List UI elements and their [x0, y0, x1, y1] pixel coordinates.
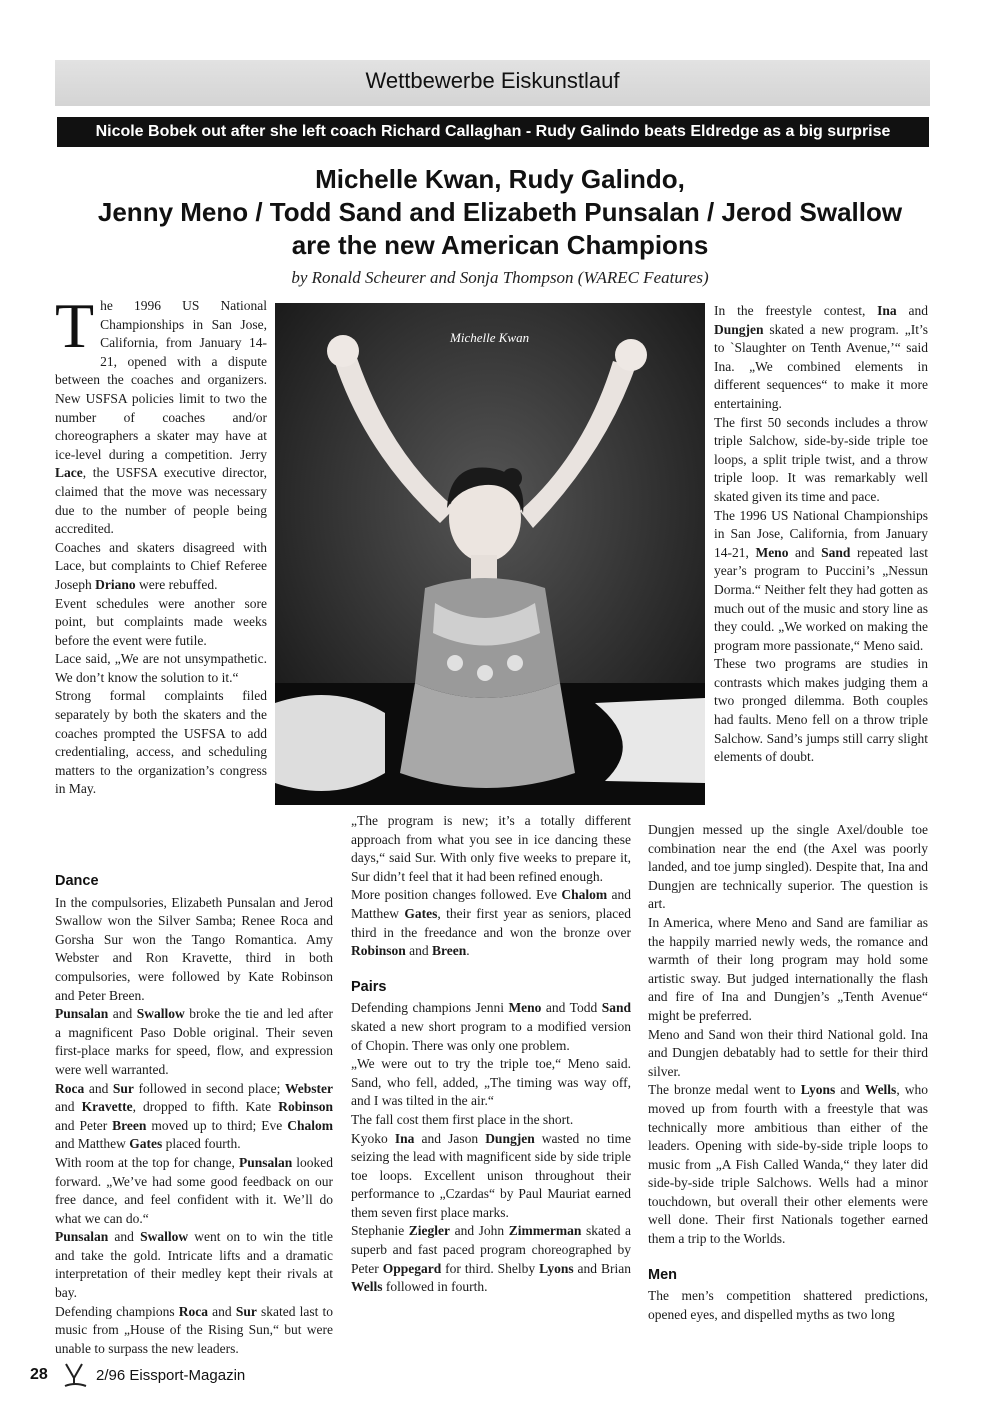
paragraph: Meno and Sand won their third National gold. Ina and Dungjen debatably had to settle for their third silver. [648, 1026, 928, 1079]
dance-heading: Dance [55, 873, 99, 889]
paragraph: Punsalan and Swallow went on to win the title and take the gold. Intricate lifts and a dramatic interpretation of their medley kept their rivals at bay. [55, 1229, 333, 1301]
article-headline [40, 163, 960, 262]
paragraph: Defending champions Roca and Sur skated last to music from „House of the Rising Sun,“ but were unable to surpass the new leaders. [55, 1303, 333, 1356]
paragraph: The bronze medal went to Lyons and Wells, who moved up from fourth with a freestyle that was technically more ambitious than either of the leaders. Opening with side-by-side triple loops to music from „A Fish Called Wanda,“ they later did side-by-side triple Salchows. Wells had a minor touchdown, but overall their other elements were well done. Their first Nationals together earned them a trip to the Worlds. [648, 1082, 928, 1247]
paragraph: Dungjen messed up the single Axel/double toe combination near the end (the Axel was poorly landed, and toe jump singled). Despite that, Ina and Dungjen are technically superior. The question is art. [648, 822, 928, 912]
column-3-top [714, 302, 928, 767]
headline-line-3: are the new American Champions [291, 230, 709, 260]
skater-photo-image [275, 303, 705, 805]
column-2 [351, 812, 631, 1297]
paragraph: The 1996 US National Championships in San Jose, California, from January 14-21, Meno and Sand repeated last year’s program to Puccini’s „Nessun Dorma.“ Neither felt they had gotten as much out of the music and story line as they could. „We worked on making the program more passionate,“ Meno said. [714, 507, 929, 653]
paragraph: The men’s competition shattered predictions, opened eyes, and dispelled myths as two long [648, 1288, 928, 1322]
paragraph: Lace said, „We are not unsympathetic. We don’t know the solution to it.“ [55, 651, 267, 685]
paragraph: „We were out to try the triple toe,“ Meno said. Sand, who fell, added, „The timing was way off, and I was tilted in the air.“ [351, 1056, 631, 1109]
paragraph: Punsalan and Swallow broke the tie and led after a magnificent Paso Doble original. Their seven first-place marks for speed, flow, and expression were well warranted. [55, 1006, 333, 1077]
intro-paragraph: The 1996 US National Championships in San Jose, California, from January 14-21, opened with a dispute between the coaches and organizers. New USFSA policies limit to two the number of coaches and/or choreographers a skater may have at ice-level during a competition. Jerry Lace, the USFSA executive director, claimed that the move was necessary due to the number of people being accredited. [55, 290, 267, 537]
paragraph: With room at the top for change, Punsalan looked forward. „We’ve had some good feedback on our free dance, and feel confident with it. We’ll do what we can do.“ [55, 1154, 334, 1226]
paragraph: In America, where Meno and Sand are familiar as the happily married newly weds, the romance and warmth of their long program may hold some artistic sway. But judged internationally the flash and fire of Ina and Dungjen’s „Tenth Avenue“ might be preferred. [648, 914, 928, 1023]
page-number: 28 [30, 1366, 48, 1383]
paragraph: The fall cost them first place in the short. [351, 1111, 574, 1127]
paragraph: Strong formal complaints filed separately by both the skaters and the coaches prompted the USFSA to add credentialing, access, and scheduling matters to the organization’s congress in May. [55, 688, 267, 797]
dropcap: T [55, 290, 95, 361]
magazine-name: 2/96 Eissport-Magazin [96, 1367, 246, 1384]
paragraph: In the freestyle contest, Ina and Dungjen skated a new program. „It’s to `Slaughter on Tenth Avenue,’“ said Ina. „We combined elements in different sequences“ to make it more entertaining. [714, 303, 928, 411]
headline-line-1: Michelle Kwan, Rudy Galindo, [315, 164, 685, 194]
paragraph: Stephanie Ziegler and John Zimmerman skated a superb and fast paced program choreographed by Peter Oppegard for third. Shelby Lyons and Brian Wells followed in fourth. [351, 1223, 632, 1295]
paragraph: Roca and Sur followed in second place; Webster and Kravette, dropped to fifth. Kate Robinson and Peter Breen moved up to third; Eve Chalom and Matthew Gates placed fourth. [55, 1080, 334, 1152]
subtitle-bar: Nicole Bobek out after she left coach Richard Callaghan - Rudy Galindo beats Eldredge as a big surprise [57, 117, 929, 147]
section-header [55, 60, 930, 106]
pairs-heading: Pairs [351, 978, 387, 995]
paragraph: In the compulsories, Elizabeth Punsalan and Jerod Swallow won the Silver Samba; Renee Roca and Gorsha Sur won the Tango Romantica. Amy Webster and Ron Kravette, third in both compulsories, were followed by Kate Robinson and Peter Breen. [55, 894, 333, 1003]
headline-line-2: Jenny Meno / Todd Sand and Elizabeth Punsalan / Jerod Swallow [97, 197, 903, 227]
column-1-intro [55, 290, 267, 799]
column-1-dance [55, 855, 333, 1358]
paragraph: More position changes followed. Eve Chalom and Matthew Gates, their first year as seniors, placed third in the freedance and won the bronze over Robinson and Breen. [351, 887, 631, 959]
skater-photo [275, 303, 705, 805]
skater-logo-icon [60, 1360, 90, 1390]
paragraph: Event schedules were another sore point, but complaints made weeks before the event were futile. [55, 595, 267, 648]
paragraph: Coaches and skaters disagreed with Lace, but complaints to Chief Referee Joseph Driano were rebuffed. [55, 539, 267, 592]
paragraph: Defending champions Jenni Meno and Todd Sand skated a new short program to a modified version of Chopin. There was only one problem. [351, 1000, 631, 1053]
men-heading: Men [648, 1266, 677, 1283]
paragraph: „The program is new; it’s a totally different approach from what you see in ice dancing these days,“ said Sur. With only five weeks to prepare it, Sur didn’t feel that it had been refined enough. [351, 813, 631, 884]
byline: by Ronald Scheurer and Sonja Thompson (WAREC Features) [291, 268, 709, 287]
photo-caption: Michelle Kwan [450, 330, 530, 345]
column-3-bottom [648, 821, 928, 1324]
paragraph: These two programs are studies in contrasts which makes judging them a two pronged dilemma. Both couples had faults. Meno fell on a throw triple Salchow. Sand’s jumps still carry slight elements of doubt. [714, 656, 928, 765]
section-title: Wettbewerbe Eiskunstlauf [365, 68, 620, 93]
paragraph: Kyoko Ina and Jason Dungjen wasted no time seizing the lead with magnificent side by side triple toe loops. Excellent unison throughout their performance to „Czardas“ by Paul Mauriat earned them seven first place marks. [351, 1130, 631, 1220]
paragraph: The first 50 seconds includes a throw triple Salchow, side-by-side triple toe loops, a split triple twist, and a throw triple loop. It was remarkably well skated given its time and pace. [714, 414, 928, 504]
